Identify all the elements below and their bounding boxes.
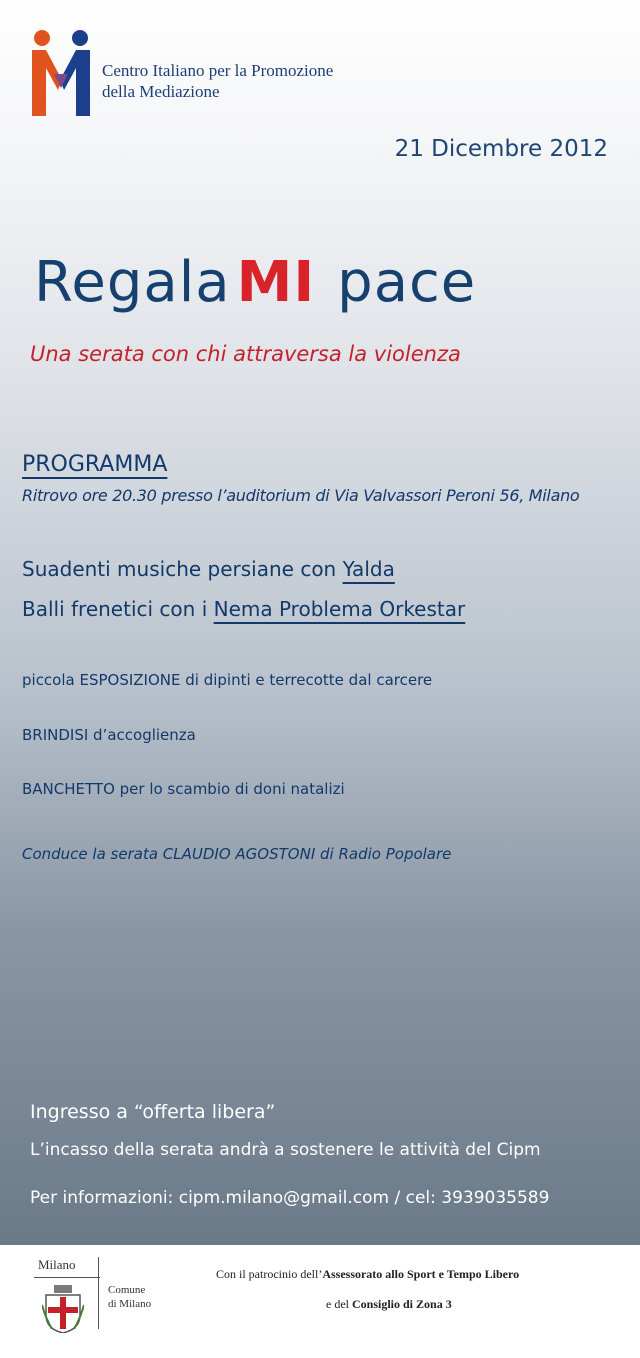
program-music <box>22 557 395 581</box>
event-date: 21 Dicembre 2012 <box>394 136 608 162</box>
title-highlight: MI <box>236 250 316 315</box>
organization-line-2: della Mediazione <box>102 82 220 101</box>
patronage-zona: Consiglio di Zona 3 <box>352 1297 452 1311</box>
music-artist: Yalda <box>342 557 395 581</box>
patronage-line-1 <box>216 1267 519 1282</box>
title-part-3: pace <box>337 250 477 315</box>
zona-prefix: e del <box>326 1297 349 1311</box>
program-banchetto: BANCHETTO per lo scambio di doni natalizi <box>22 780 345 798</box>
organization-name <box>102 60 333 102</box>
event-title <box>34 250 476 315</box>
event-subtitle: Una serata con chi attraversa la violenza <box>30 342 461 366</box>
music-text: Suadenti musiche persiane con <box>22 557 337 581</box>
comune-label <box>108 1283 151 1311</box>
patronage-prefix: Con il patrocinio dell’ <box>216 1267 323 1281</box>
milano-label: Milano <box>38 1257 76 1272</box>
program-meeting-point: Ritrovo ore 20.30 presso l’auditorium di Via Valvassori Peroni 56, Milano <box>22 486 580 505</box>
entry-offer: Ingresso a “offerta libera” <box>30 1101 276 1123</box>
patronage-assessorato: Assessorato allo Sport e Tempo Libero <box>322 1267 520 1281</box>
divider-vertical <box>98 1257 99 1329</box>
program-host: Conduce la serata CLAUDIO AGOSTONI di Radio Popolare <box>22 845 452 863</box>
divider-horizontal <box>34 1277 100 1278</box>
patronage-line-2 <box>326 1297 452 1312</box>
dance-text: Balli frenetici con i <box>22 597 208 621</box>
comune-line-2: di Milano <box>108 1298 152 1310</box>
title-part-1: Regala <box>34 250 231 315</box>
proceeds-note: L’incasso della serata andrà a sostenere le attività del Cipm <box>30 1140 541 1160</box>
program-exhibition: piccola ESPOSIZIONE di dipinti e terrecotte dal carcere <box>22 671 433 689</box>
comune-di-milano-logo <box>34 1257 174 1347</box>
cipm-logo-icon <box>28 28 94 120</box>
program-dance <box>22 597 465 621</box>
milano-coat-of-arms-icon <box>42 1285 84 1333</box>
dance-artist: Nema Problema Orkestar <box>213 597 466 621</box>
program-heading: PROGRAMMA <box>22 452 168 477</box>
comune-line-1: Comune <box>108 1284 146 1296</box>
organization-line-1: Centro Italiano per la Promozione <box>102 61 334 80</box>
contact-info: Per informazioni: cipm.milano@gmail.com / cel: 3939035589 <box>30 1188 550 1208</box>
program-brindisi: BRINDISI d’accoglienza <box>22 726 196 744</box>
footer-sponsors <box>0 1245 640 1358</box>
